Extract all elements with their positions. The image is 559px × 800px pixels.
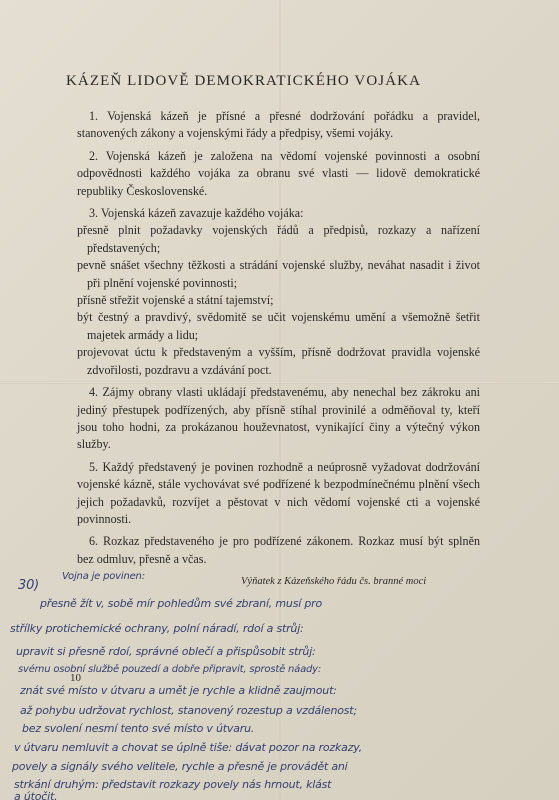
paragraph-1: 1. Vojenská kázeň je přísné a přesné dodržování pořádku a pravidel, stanovených zákony a vojenskými řády a předpisy, všemi vojáky. <box>77 109 480 141</box>
page-number: 10 <box>70 672 81 684</box>
handwritten-number: 30) <box>18 578 40 593</box>
handwritten-line: střílky protichemické ochrany, polní náradí, rdoí a strůj: <box>10 622 304 635</box>
document-body <box>77 108 480 573</box>
handwritten-line: znát své místo v útvaru a umět je rychle a klidně zaujmout: <box>20 684 337 697</box>
handwritten-line: přesně žít v, sobě mír pohledům své zbraní, musí pro <box>40 597 323 610</box>
source-citation: Výňatek z Kázeňského řádu čs. branné moci <box>241 576 427 587</box>
handwritten-line: povely a signály svého velitele, rychle a přesně je provádět ani <box>12 760 348 773</box>
handwritten-line: a útočit. <box>14 790 58 800</box>
handwritten-line: svému osobní službě pouzedí a dobře připravit, sprostě náady: <box>18 664 322 675</box>
duty-item: přesně plnit požadavky vojenských řádů a předpisů, rozkazy a nařízení představených; <box>77 223 480 255</box>
duty-list <box>77 222 480 379</box>
handwritten-line: upravit si přesně rdoí, správné oblečí a přispůsobit strůj: <box>16 645 316 658</box>
duty-item: být čestný a pravdivý, svědomitě se učit vojenskému umění a všemožně šetřit majetek armády a lidu; <box>77 310 480 342</box>
duty-item: pevně snášet všechny těžkosti a strádání vojenské služby, neváhat nasadit i život při plnění vojenské povinnosti; <box>77 258 480 290</box>
handwritten-line: v útvaru nemluvit a chovat se úplně tiše: dávat pozor na rozkazy, <box>14 741 363 754</box>
document-title: KÁZEŇ LIDOVĚ DEMOKRATICKÉHO VOJÁKA <box>66 73 422 89</box>
duty-item: přísně střežit vojenské a státní tajemství; <box>77 293 274 308</box>
paragraph-6: 6. Rozkaz představeného je pro podřízené zákonem. Rozkaz musí být splněn bez odmluv, přesně a včas. <box>77 534 480 566</box>
handwritten-line: až pohybu udržovat rychlost, stanovený rozestup a vzdálenost; <box>20 704 357 717</box>
handwritten-line: bez svolení nesmí tento své místo v útvaru. <box>22 722 255 735</box>
paragraph-5: 5. Každý představený je povinen rozhodně a neúprosně vyžadovat dodržování vojenské kázně, stále vychovávat své podřízené k bezpodmínečnému plnění všech jejich požadavků, rozvíjet a pěstovat v nich vědomí vojenské cti a vojenské povinnosti. <box>77 459 480 526</box>
paragraph-4: 4. Zájmy obrany vlasti ukládají představenému, aby nenechal bez zákroku ani jediný přestupek podřízených, aby přísně stíhal provinilé a odměňoval ty, kteří jsou toho hodni, za prokázanou houževnatost, vynikající činy a výtečný výkon služby. <box>77 385 480 452</box>
handwritten-line: Vojna je povinen: <box>62 571 145 582</box>
paragraph-3: 3. Vojenská kázeň zavazuje každého vojáka: <box>89 206 304 221</box>
handwritten-line: strkání druhým: představit rozkazy povely nás hrnout, klást <box>14 778 332 791</box>
paragraph-2: 2. Vojenská kázeň je založena na vědomí vojenské povinnosti a osobní odpovědnosti každého vojáka za obranu své vlasti — lidově demokratické republiky Československé. <box>77 148 480 198</box>
duty-item: projevovat úctu k představeným a vyšším, přísně dodržovat pravidla vojenské zdvořilosti, pozdravu a vzdávání poct. <box>77 345 480 377</box>
